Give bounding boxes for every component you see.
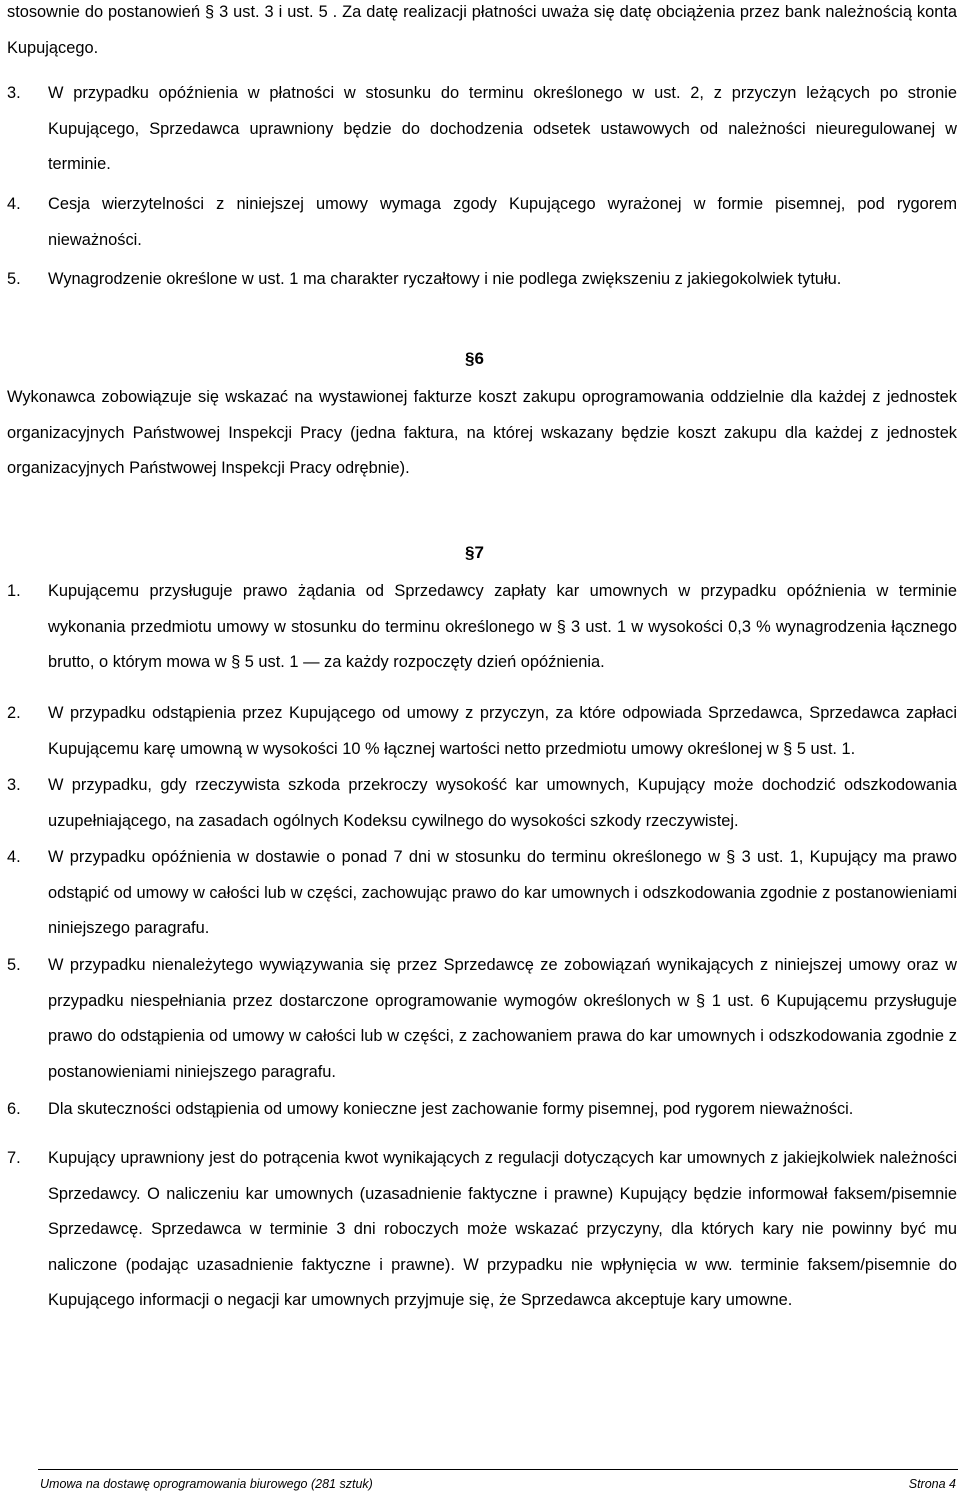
item-number: 3. (7, 776, 21, 794)
item-number: 5. (7, 956, 21, 974)
item-number: 1. (7, 582, 21, 600)
item-number: 4. (7, 848, 21, 866)
item-text: Cesja wierzytelności z niniejszej umowy wymaga zgody Kupującego wyrażonej w formie pisemnej, pod rygorem nieważności. (48, 195, 957, 249)
continuation-paragraph: stosownie do postanowień § 3 ust. 3 i ust. 5 . Za datę realizacji płatności uważa się datę obciążenia przez bank należnością konta Kupującego. (7, 3, 957, 57)
item-number: 3. (7, 84, 21, 102)
item-text: Kupującemu przysługuje prawo żądania od Sprzedawcy zapłaty kar umownych w przypadku opóźnienia w terminie wykonania przedmiotu umowy w stosunku do terminu określonego w § 3 ust. 1 w wysokości 0,3 % wynagrodzenia łącznego brutto, o którym mowa w § 5 ust. 1 — za każdy rozpoczęty dzień opóźnienia. (48, 582, 957, 672)
item-number: 2. (7, 704, 21, 722)
item-text: W przypadku opóźnienia w dostawie o ponad 7 dni w stosunku do terminu określonego w § 3 ust. 1, Kupujący ma prawo odstąpić od umowy w całości lub w części, zachowując prawo do kar umownych i odszkodowania zgodnie z postanowieniami niniejszego paragrafu. (48, 848, 957, 938)
footer-document-title: Umowa na dostawę oprogramowania biurowego (281 sztuk) (40, 1477, 373, 1491)
item-text: Dla skuteczności odstąpienia od umowy konieczne jest zachowanie formy pisemnej, pod rygorem nieważności. (48, 1100, 854, 1118)
item-number: 5. (7, 270, 21, 288)
section-6-paragraph: Wykonawca zobowiązuje się wskazać na wystawionej fakturze koszt zakupu oprogramowania oddzielnie dla każdej z jednostek organizacyjnych Państwowej Inspekcji Pracy (jedna faktura, na której wskazany będzie koszt zakupu dla każdej z jednostek organizacyjnych Państwowej Inspekcji Pracy odrębnie). (7, 388, 957, 478)
footer-page-number: Strona 4 (908, 1477, 956, 1491)
item-number: 7. (7, 1149, 21, 1167)
item-text: W przypadku odstąpienia przez Kupującego od umowy z przyczyn, za które odpowiada Sprzedawca, Sprzedawca zapłaci Kupującemu karę umowną w wysokości 10 % łącznej wartości netto przedmiotu umowy określonej w § 5 ust. 1. (48, 704, 957, 758)
item-number: 6. (7, 1100, 21, 1118)
item-text: Wynagrodzenie określone w ust. 1 ma charakter ryczałtowy i nie podlega zwiększeniu z jakiegokolwiek tytułu. (48, 270, 842, 288)
footer-divider (38, 1469, 958, 1470)
section-heading-6: §6 (465, 349, 484, 368)
item-text: W przypadku, gdy rzeczywista szkoda przekroczy wysokość kar umownych, Kupujący może dochodzić odszkodowania uzupełniającego, na zasadach ogólnych Kodeksu cywilnego do wysokości szkody rzeczywistej. (48, 776, 957, 830)
item-text: Kupujący uprawniony jest do potrącenia kwot wynikających z regulacji dotyczących kar umownych z jakiejkolwiek należności Sprzedawcy. O naliczeniu kar umownych (uzasadnienie faktyczne i prawne) Kupujący będzie informował faksem/pisemnie Sprzedawcę. Sprzedawca w terminie 3 dni roboczych może wskazać przyczyny, dla których kary nie powinny być mu naliczone (podając uzasadnienie faktyczne i prawne). W przypadku nie wpłynięcia w ww. terminie faksem/pisemnie do Kupującego informacji o negacji kar umownych przyjmuje się, że Sprzedawca akceptuje kary umowne. (48, 1149, 957, 1310)
item-text: W przypadku nienależytego wywiązywania się przez Sprzedawcę ze zobowiązań wynikających z niniejszej umowy oraz w przypadku niespełniania przez dostarczone oprogramowanie wymogów określonych w § 1 ust. 6 Kupującemu przysługuje prawo do odstąpienia od umowy w całości lub w części, z zachowaniem prawa do kar umownych i odszkodowania zgodnie z postanowieniami niniejszego paragrafu. (48, 956, 957, 1081)
item-number: 4. (7, 195, 21, 213)
section-heading-7: §7 (465, 543, 484, 562)
item-text: W przypadku opóźnienia w płatności w stosunku do terminu określonego w ust. 2, z przyczyn leżących po stronie Kupującego, Sprzedawca uprawniony będzie do dochodzenia odsetek ustawowych od należności nieuregulowanej w terminie. (48, 84, 957, 174)
